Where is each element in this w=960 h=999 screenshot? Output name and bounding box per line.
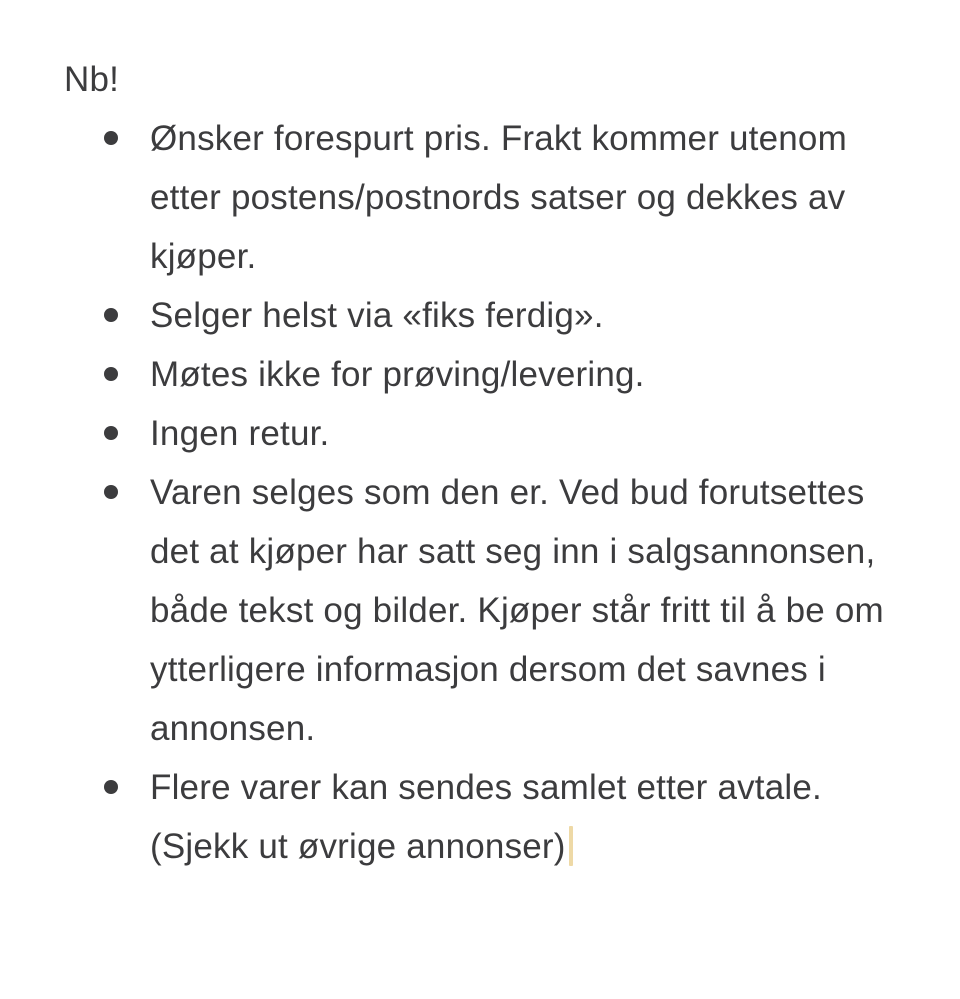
note-heading: Nb!	[64, 60, 120, 99]
list-item: Ønsker forespurt pris. Frakt kommer utenom etter postens/postnords satser og dekkes av kjøper.	[150, 109, 895, 286]
list-item: Varen selges som den er. Ved bud forutsettes det at kjøper har satt seg inn i salgsannonsen, både tekst og bilder. Kjøper står fritt til å be om ytterligere informasjon dersom det savnes i annonsen.	[150, 463, 895, 758]
list-item: Selger helst via «fiks ferdig».	[150, 286, 895, 345]
list-item: Ingen retur.	[150, 404, 895, 463]
list-item: Flere varer kan sendes samlet etter avtale. (Sjekk ut øvrige annonser)	[150, 758, 895, 876]
list-item: Møtes ikke for prøving/levering.	[150, 345, 895, 404]
bullet-list	[64, 109, 899, 876]
text-cursor	[569, 826, 573, 866]
